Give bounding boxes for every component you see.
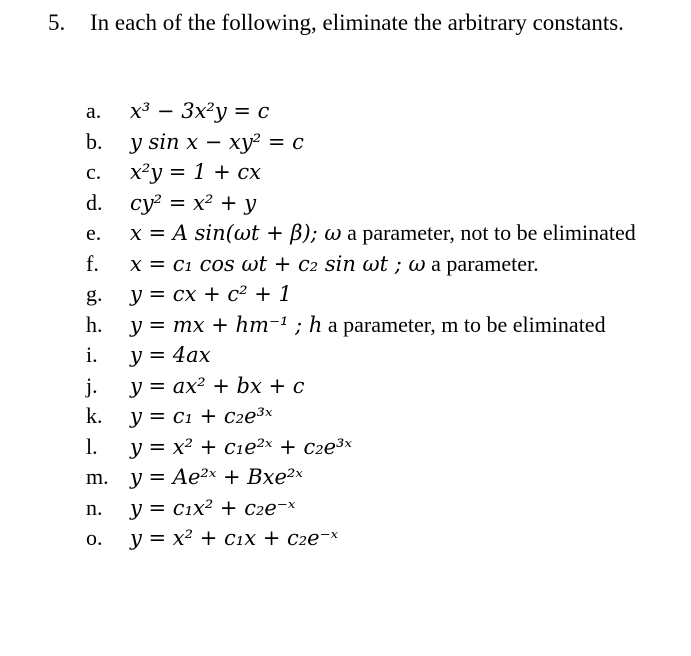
problem-label: l. — [86, 433, 98, 459]
problem-equation: y = 4ax — [130, 343, 211, 367]
problem-note: a parameter, not to be eliminated — [341, 220, 636, 245]
problem-equation: y = cx + c² + 1 — [130, 282, 292, 306]
problem-label: o. — [86, 525, 103, 550]
problem-label: f. — [86, 250, 99, 276]
problem-item-l — [86, 432, 676, 463]
problem-item-e — [86, 218, 676, 249]
problem-equation: x³ − 3x²y = c — [130, 99, 270, 123]
problem-equation: y = Ae²ˣ + Bxe²ˣ — [130, 465, 303, 489]
problem-item-a — [86, 96, 676, 127]
problem-item-c — [86, 157, 676, 188]
problem-note: a parameter, m to be eliminated — [322, 311, 606, 337]
problem-equation: y = mx + hm⁻¹ ; h — [130, 312, 323, 337]
problem-item-k — [86, 401, 676, 432]
problem-label: e. — [86, 220, 102, 245]
problem-label: g. — [86, 281, 103, 306]
problem-label: d. — [86, 189, 103, 215]
problem-label: n. — [86, 494, 103, 520]
problem-item-g — [86, 279, 676, 310]
problem-equation: y = x² + c₁x + c₂e⁻ˣ — [130, 526, 339, 550]
problem-label: h. — [86, 311, 103, 337]
problem-item-f — [86, 249, 676, 280]
problem-label: c. — [86, 159, 102, 184]
problem-item-j — [86, 371, 676, 402]
question-number: 5. — [48, 10, 66, 35]
problem-item-n — [86, 493, 676, 524]
problem-equation: y sin x − xy² = c — [130, 129, 304, 154]
problem-label: k. — [86, 403, 103, 428]
problem-equation: y = ax² + bx + c — [130, 373, 305, 398]
problem-item-d — [86, 188, 676, 219]
problem-item-i — [86, 340, 676, 371]
problem-item-o — [86, 523, 676, 554]
question-text: In each of the following, eliminate the arbitrary constants. — [90, 10, 624, 35]
problem-label: b. — [86, 128, 103, 154]
problem-item-m — [86, 462, 676, 493]
problem-equation: y = x² + c₁e²ˣ + c₂e³ˣ — [130, 434, 352, 459]
problem-label: a. — [86, 98, 102, 123]
problem-equation: y = c₁ + c₂e³ˣ — [130, 404, 273, 428]
problem-equation: y = c₁x² + c₂e⁻ˣ — [130, 495, 296, 520]
problem-item-b — [86, 127, 676, 158]
problem-equation: x = A sin(ωt + β); ω — [130, 221, 342, 245]
problem-label: m. — [86, 464, 109, 489]
problem-equation: x = c₁ cos ωt + c₂ sin ωt ; ω — [130, 251, 426, 276]
problem-label: j. — [86, 372, 98, 398]
problem-label: i. — [86, 342, 98, 367]
problem-equation: x²y = 1 + cx — [130, 160, 261, 184]
problem-equation: cy² = x² + y — [130, 190, 257, 215]
problem-list — [86, 96, 676, 554]
problem-note: a parameter. — [425, 250, 539, 276]
problem-item-h — [86, 310, 676, 341]
